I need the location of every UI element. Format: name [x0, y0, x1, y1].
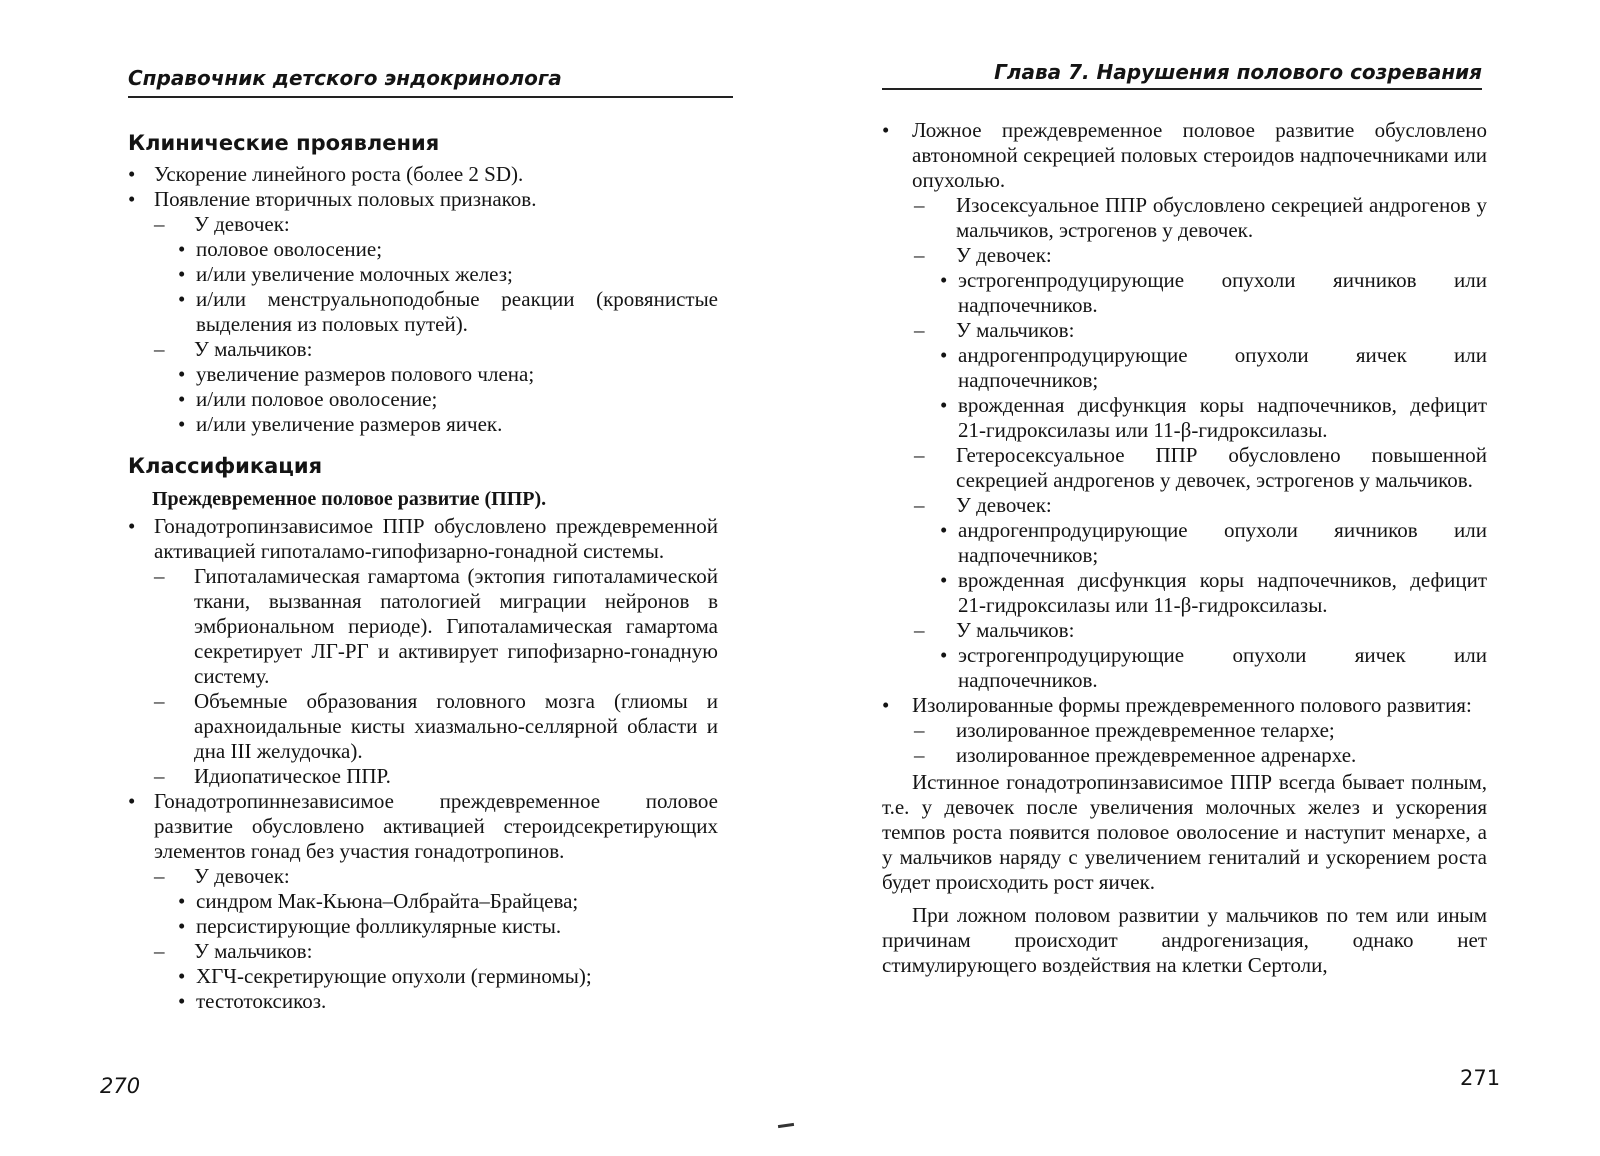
header-rule — [128, 96, 733, 98]
section-heading: Клинические проявления — [128, 131, 440, 155]
list-item: • эстрогенпродуцирующие опухоли яичников или надпочечников. — [882, 268, 1487, 318]
running-header: Справочник детского эндокринолога — [128, 66, 562, 90]
list-item: – У девочек: — [882, 243, 1487, 268]
paragraph: При ложном половом развитии у мальчиков по тем или иным причинам происходит андрогенизация, однако нет стимулирующего воздействия на клетки Сертоли, — [882, 903, 1487, 977]
list-item: – У мальчиков: — [128, 939, 718, 964]
list-item: • андрогенпродуцирующие опухоли яичек или надпочечников; — [882, 343, 1487, 393]
list-item: • эстрогенпродуцирующие опухоли яичек или надпочечников. — [882, 643, 1487, 693]
list-item: – Идиопатическое ППР. — [128, 764, 718, 789]
list-item: • тестотоксикоз. — [128, 989, 718, 1014]
list-item: • ХГЧ-секретирующие опухоли (герминомы); — [128, 964, 718, 989]
list-item: • увеличение размеров полового члена; — [128, 362, 718, 387]
header-rule — [882, 88, 1482, 90]
list-item: – изолированное преждевременное телархе; — [882, 718, 1487, 743]
list-item: • половое оволосение; — [128, 237, 718, 262]
list-item: • персистирующие фолликулярные кисты. — [128, 914, 718, 939]
page-number: 270 — [100, 1074, 141, 1098]
list-item: • и/или увеличение размеров яичек. — [128, 412, 718, 437]
list-item: – Объемные образования головного мозга (глиомы и арахноидальные кисты хиазмально-селлярной области и дна III желудочка). — [128, 689, 718, 764]
list-item: • и/или менструальноподобные реакции (кровянистые выделения из половых путей). — [128, 287, 718, 337]
list-item: • врожденная дисфункция коры надпочечников, дефицит 21-гидроксилазы или 11-β-гидроксилазы. — [882, 393, 1487, 443]
list-item: – изолированное преждевременное адренархе. — [882, 743, 1487, 768]
right-page — [860, 0, 1600, 1156]
subheading: Преждевременное половое развитие (ППР). — [152, 488, 547, 510]
scan-mark — [778, 1123, 794, 1128]
list-item: – У девочек: — [128, 212, 718, 237]
list-item: • синдром Мак-Кьюна–Олбрайта–Брайцева; — [128, 889, 718, 914]
list-item: • врожденная дисфункция коры надпочечников, дефицит 21-гидроксилазы или 11-β-гидроксилазы. — [882, 568, 1487, 618]
list-item: – Изосексуальное ППР обусловлено секрецией андрогенов у мальчиков, эстрогенов у девочек. — [882, 193, 1487, 243]
section-heading: Классификация — [128, 454, 323, 478]
page-number: 271 — [1460, 1066, 1501, 1090]
list-item: • андрогенпродуцирующие опухоли яичников или надпочечников; — [882, 518, 1487, 568]
list-item: • Гонадотропинзависимое ППР обусловлено преждевременной активацией гипоталамо-гипофизарно-гонадной системы. — [128, 514, 718, 564]
list-item: – У девочек: — [128, 864, 718, 889]
list-item: • и/или половое оволосение; — [128, 387, 718, 412]
list-item: • Ускорение линейного роста (более 2 SD). — [128, 162, 718, 187]
paragraph: Истинное гонадотропинзависимое ППР всегда бывает полным, т.е. у девочек после увеличения молочных желез и ускорения темпов роста появится половое оволосение и наступит менархе, а у мальчиков наряду с увеличением гениталий и ускорением роста будет происходить рост яичек. — [882, 770, 1487, 894]
list-item: – У мальчиков: — [882, 318, 1487, 343]
running-header: Глава 7. Нарушения полового созревания — [994, 60, 1482, 84]
page-content — [882, 118, 1487, 978]
left-page — [0, 0, 780, 1156]
list-item: • Изолированные формы преждевременного полового развития: — [882, 693, 1487, 718]
list-item: • Гонадотропиннезависимое преждевременное половое развитие обусловлено активацией стероидсекретирующих элементов гонад без участия гонадотропинов. — [128, 789, 718, 864]
list-item: – У мальчиков: — [882, 618, 1487, 643]
list-item: • и/или увеличение молочных желез; — [128, 262, 718, 287]
list-item: – Гипоталамическая гамартома (эктопия гипоталамической ткани, вызванная патологией миграции нейронов в эмбриональном периоде). Гипоталамическая гамартома секретирует ЛГ-РГ и активирует гипофизарно-гонадную систему. — [128, 564, 718, 689]
list-item: – У девочек: — [882, 493, 1487, 518]
list-item: • Появление вторичных половых признаков. — [128, 187, 718, 212]
page-content — [128, 128, 718, 1014]
list-item: • Ложное преждевременное половое развитие обусловлено автономной секрецией половых стероидов надпочечниками или опухолью. — [882, 118, 1487, 193]
list-item: – Гетеросексуальное ППР обусловлено повышенной секрецией андрогенов у девочек, эстрогенов у мальчиков. — [882, 443, 1487, 493]
list-item: – У мальчиков: — [128, 337, 718, 362]
